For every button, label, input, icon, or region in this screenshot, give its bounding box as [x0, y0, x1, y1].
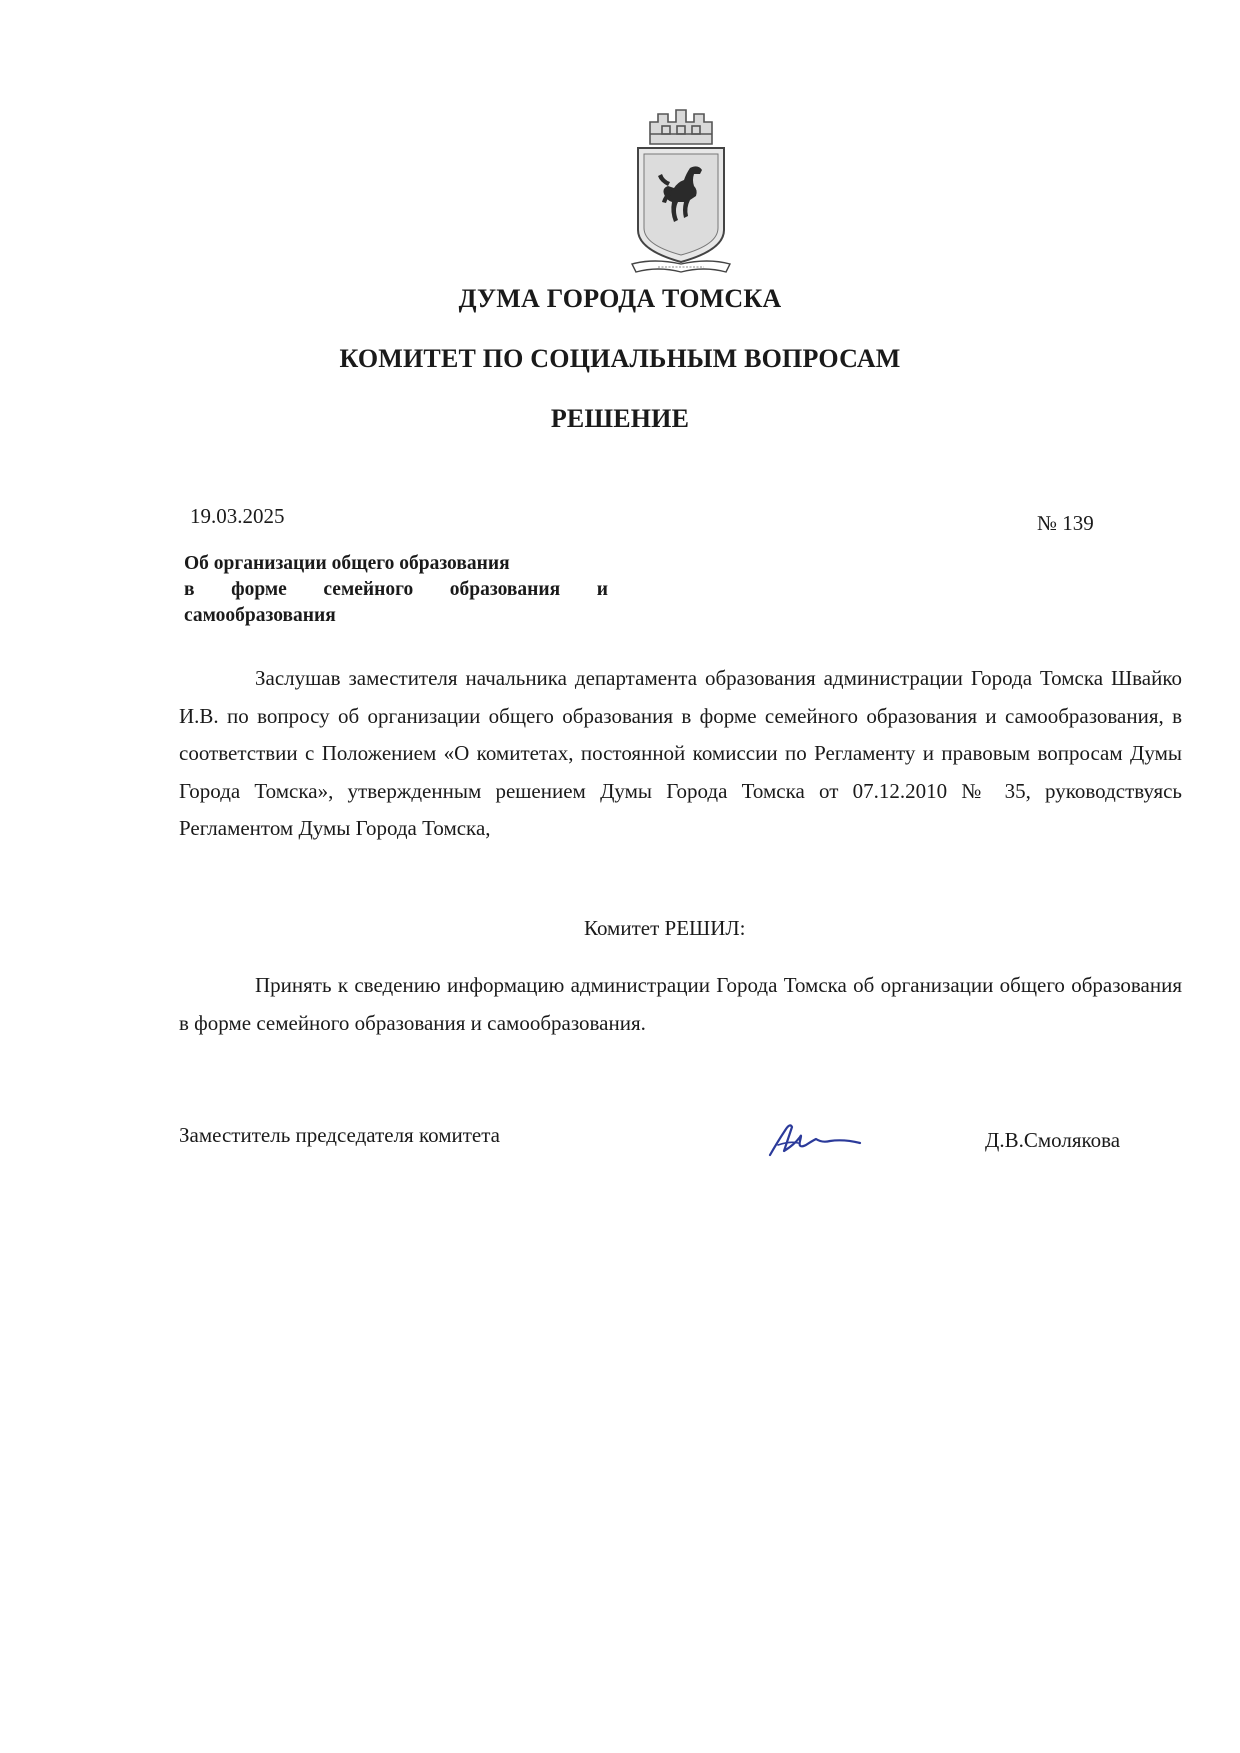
signer-name: Д.В.Смолякова: [985, 1128, 1121, 1152]
handwritten-signature: [764, 1111, 864, 1161]
subject-line-1: Об организации общего образования: [184, 553, 510, 574]
resolution-paragraph: Принять к сведению информацию администрации Города Томска об организации общего образования в форме семейного образования и самообразования.: [179, 973, 1182, 1035]
committee-title: КОМИТЕТ ПО СОЦИАЛЬНЫМ ВОПРОСАМ: [339, 344, 901, 373]
decision-subject: [184, 551, 608, 629]
preamble-paragraph: Заслушав заместителя начальника департамента образования администрации Города Томска Швайко И.В. по вопросу об организации общего образования в форме семейного образования и самообразования, в соответствии с Положением «О комитетах, постоянной комиссии по Регламенту и правовым вопросам Думы Города Томска», утвержденным решением Думы Города Томска от 07.12.2010 № 35, руководствуясь Регламентом Думы Города Томска,: [179, 666, 1182, 840]
city-coat-of-arms-emblem: [628, 104, 734, 276]
document-type-title: РЕШЕНИЕ: [550, 404, 690, 433]
subject-line-3: самообразования: [184, 605, 336, 626]
decision-number: № 139: [1037, 511, 1094, 535]
organization-title: ДУМА ГОРОДА ТОМСКА: [458, 284, 782, 313]
subject-line-2: в форме семейного образования и: [184, 579, 608, 600]
committee-decided-label: Комитет РЕШИЛ:: [584, 916, 746, 940]
decision-date: 19.03.2025: [190, 504, 285, 528]
signer-position: Заместитель председателя комитета: [179, 1123, 500, 1147]
